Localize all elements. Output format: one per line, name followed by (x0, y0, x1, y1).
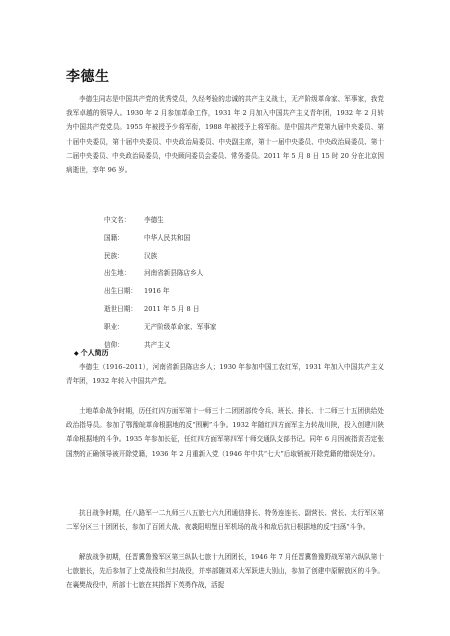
info-row (104, 301, 354, 319)
info-value: 河南省新县陈店乡人 (144, 269, 204, 278)
bullet-icon: ◆ (74, 350, 79, 357)
info-label: 职业： (104, 322, 124, 331)
bio-paragraph: 解放战争初期，任晋冀鲁豫军区第三纵队七旅十九团团长，1946 年 7 月任晋冀鲁豫野战军第六纵队第十七旅旅长，先后参加了上党战役和兰封战役，并率部随刘邓大军跃进大别山，参加了创建中原解放区的斗争。在襄樊战役中，所部十七旅在其指挥下英勇作战，活捉 (66, 553, 384, 590)
info-value: 共产主义 (144, 340, 171, 349)
info-row (104, 283, 354, 301)
info-row (104, 212, 354, 230)
info-value: 2011 年 5 月 8 日 (144, 304, 200, 313)
info-label: 出生地： (104, 269, 131, 278)
info-row (104, 230, 354, 248)
section-title: 个人简历 (80, 349, 109, 357)
info-label: 民族： (104, 251, 124, 260)
bio-paragraph: 土地革命战争时期，历任红四方面军第十一师三十二团团部传令兵、班长、排长、十二师三十五团供给处政治指导员。参加了鄂豫皖革命根据地的反“围剿”斗争。1932 年随红四方面军主力转战川陕，投入创建川陕革命根据地的斗争。1935 年参加长征，任红四方面军第四军十师交通队支部书记。同年 6 月因被指责否定张国焘的正确领导被开除党籍，1936 年 2 月重新入党（1946 年中共“七大”后取销被开除党籍的错误处分）。 (66, 407, 384, 458)
page-title: 李德生 (66, 69, 110, 85)
section-heading (74, 348, 109, 358)
info-row (104, 337, 354, 355)
info-value: 汉族 (144, 251, 158, 260)
info-value: 1916 年 (144, 287, 170, 296)
info-value: 中华人民共和国 (144, 233, 191, 242)
info-label: 中文名： (104, 216, 131, 224)
info-row (104, 319, 354, 337)
info-label: 逝世日期： (104, 304, 137, 313)
info-table (104, 212, 354, 354)
intro-paragraph: 李德生同志是中国共产党的优秀党员，久经考验的忠诚的共产主义战士，无产阶级革命家、军事家，我党我军卓越的领导人。1930 年 2 月参加革命工作，1931 年 2 月加入中国共产主义青年团，1932 年 2 月转为中国共产党党员。1955 年被授予少将军衔，1988 年被授予上将军衔。是中国共产党第九届中央委员、第十届中央委员，第十届中央委员、中央政治局委员、中央副主席，第十一届中央委员、中央政治局委员、第十二届中央委员、中央政治局委员，中央顾问委员会委员、常务委员。2011 年 5 月 8 日 15 时 20 分在北京因病逝世，享年 96 岁。 (66, 95, 384, 175)
info-label: 国籍： (104, 233, 124, 242)
info-label: 出生日期： (104, 287, 137, 296)
info-row (104, 248, 354, 266)
info-value: 李德生 (144, 216, 164, 224)
info-value: 无产阶级革命家、军事家 (144, 322, 217, 331)
bio-paragraph: 抗日战争时期，任八路军一二九师三八五旅七六九团通信排长、特务连连长、副营长、营长、太行军区第二军分区三十团团长，参加了百团大战、夜袭阳明堡日军机场的战斗和敌后抗日根据地的反“扫荡”斗争。 (66, 509, 384, 532)
info-row (104, 265, 354, 283)
bio-paragraph: 李德生（1916–2011），河南省新县陈店乡人；1930 年参加中国工农红军，1931 年加入中国共产主义青年团，1932 年转入中国共产党。 (66, 363, 384, 386)
info-label: 信仰： (104, 340, 124, 349)
